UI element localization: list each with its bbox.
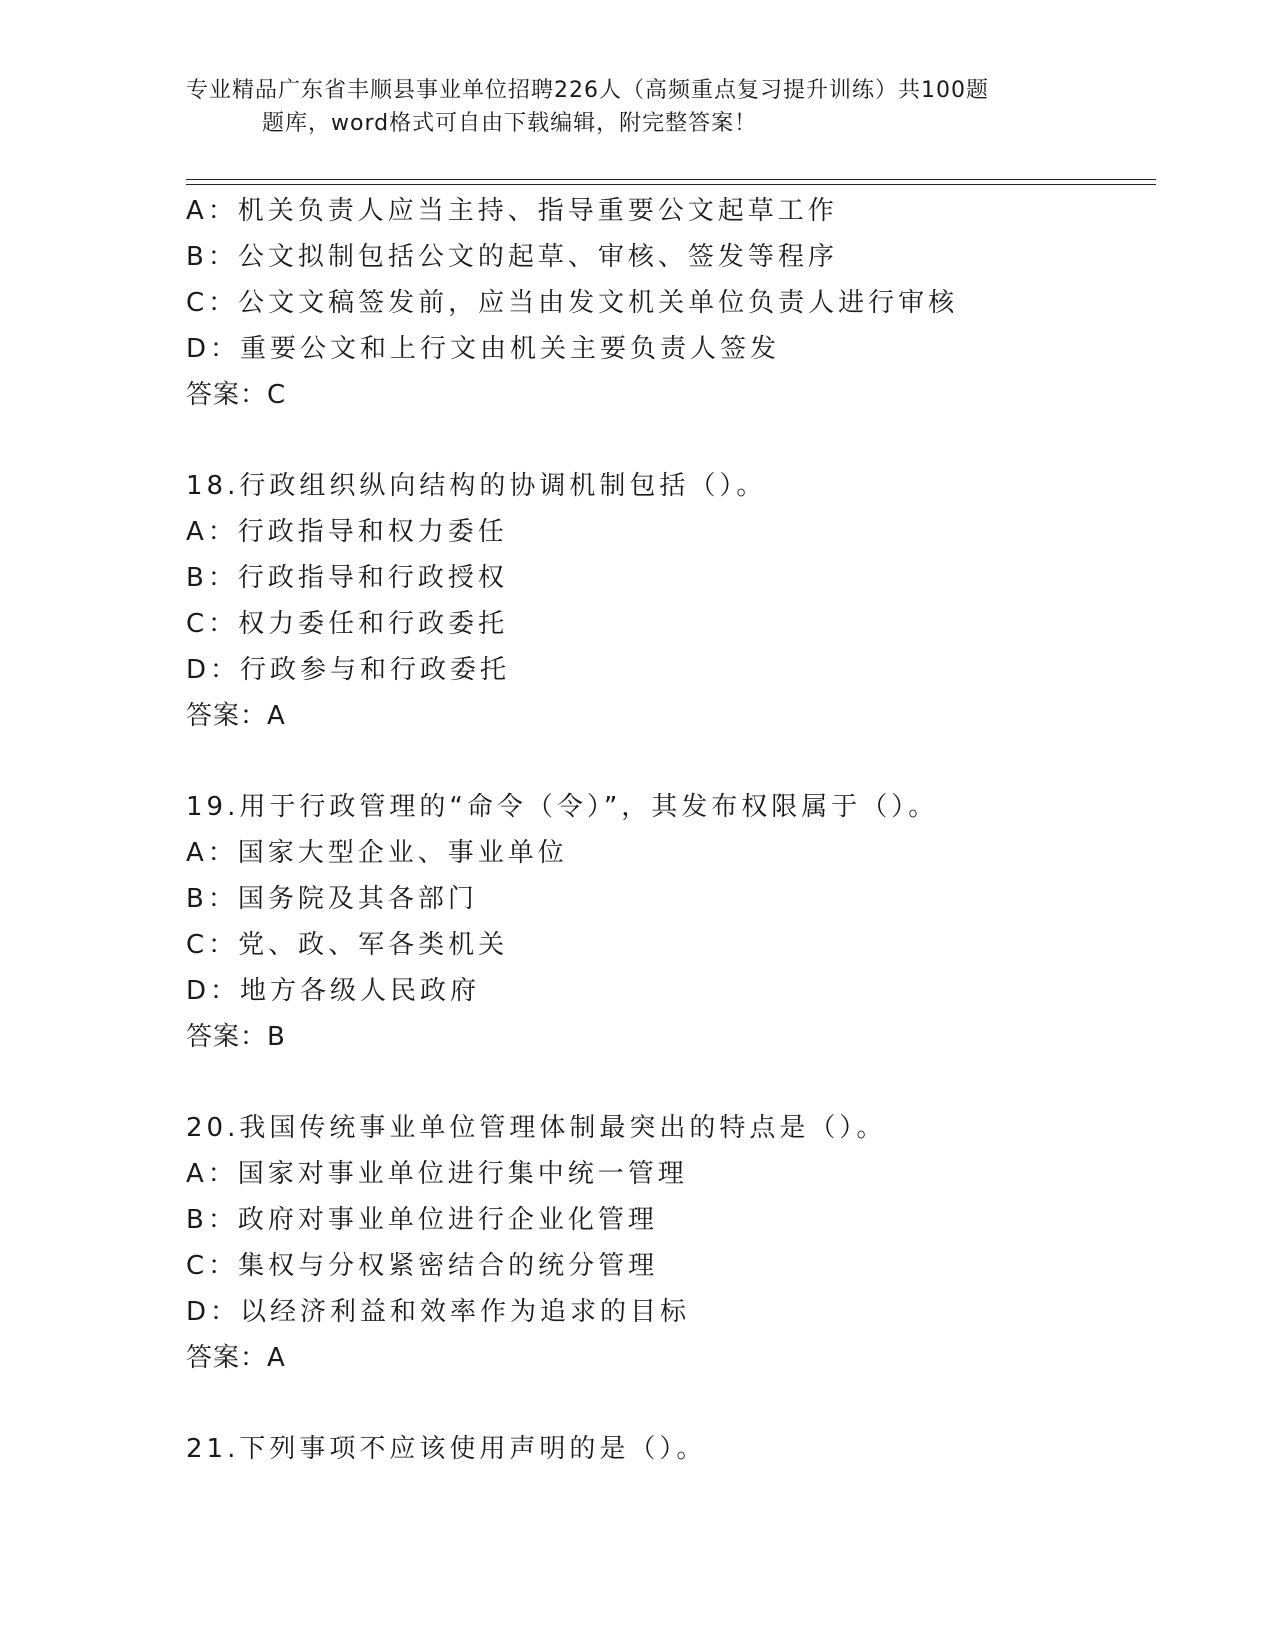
- header-title-line-2: 题库，word格式可自由下载编辑，附完整答案！: [262, 111, 758, 136]
- option-c: C：公文文稿签发前，应当由发文机关单位负责人进行审核: [186, 288, 959, 318]
- option-b: B：政府对事业单位进行企业化管理: [186, 1205, 658, 1235]
- option-d: D：重要公文和上行文由机关主要负责人签发: [186, 334, 781, 364]
- question-stem: 18.行政组织纵向结构的协调机制包括（）。: [186, 471, 767, 501]
- header-title-line-1: 专业精品广东省丰顺县事业单位招聘226人（高频重点复习提升训练）共100题: [186, 78, 989, 103]
- option-b: B：行政指导和行政授权: [186, 563, 508, 593]
- question-block-21: [186, 1426, 1146, 1472]
- spacer: [186, 1060, 1146, 1105]
- option-a: A：国家大型企业、事业单位: [186, 838, 568, 868]
- spacer: [186, 739, 1146, 784]
- question-stem: 20.我国传统事业单位管理体制最突出的特点是（）。: [186, 1113, 887, 1143]
- option-d: D：地方各级人民政府: [186, 976, 481, 1006]
- option-d: D：行政参与和行政委托: [186, 655, 511, 685]
- spacer: [186, 1381, 1146, 1426]
- question-block-18: [186, 463, 1146, 739]
- document-header: [186, 74, 1086, 140]
- option-b: B：国务院及其各部门: [186, 884, 478, 914]
- option-a: A：机关负责人应当主持、指导重要公文起草工作: [186, 196, 838, 226]
- option-c: C：党、政、军各类机关: [186, 930, 509, 960]
- option-a: A：国家对事业单位进行集中统一管理: [186, 1159, 688, 1189]
- header-divider-top: [186, 179, 1156, 180]
- question-block-20: [186, 1105, 1146, 1381]
- option-c: C：权力委任和行政委托: [186, 609, 509, 639]
- header-divider-bottom: [186, 184, 1156, 185]
- answer: 答案：A: [186, 1343, 286, 1373]
- question-stem: 21.下列事项不应该使用声明的是（）。: [186, 1434, 707, 1464]
- option-a: A：行政指导和权力委任: [186, 517, 508, 547]
- option-b: B：公文拟制包括公文的起草、审核、签发等程序: [186, 242, 838, 272]
- option-c: C：集权与分权紧密结合的统分管理: [186, 1251, 659, 1281]
- option-d: D：以经济利益和效率作为追求的目标: [186, 1297, 691, 1327]
- answer: 答案：A: [186, 701, 286, 731]
- question-block-17: [186, 188, 1146, 418]
- answer: 答案：C: [186, 380, 287, 410]
- question-block-19: [186, 784, 1146, 1060]
- question-list: [186, 188, 1146, 1472]
- question-stem: 19.用于行政管理的“命令（令）”，其发布权限属于（）。: [186, 792, 939, 822]
- answer: 答案：B: [186, 1022, 286, 1052]
- spacer: [186, 418, 1146, 463]
